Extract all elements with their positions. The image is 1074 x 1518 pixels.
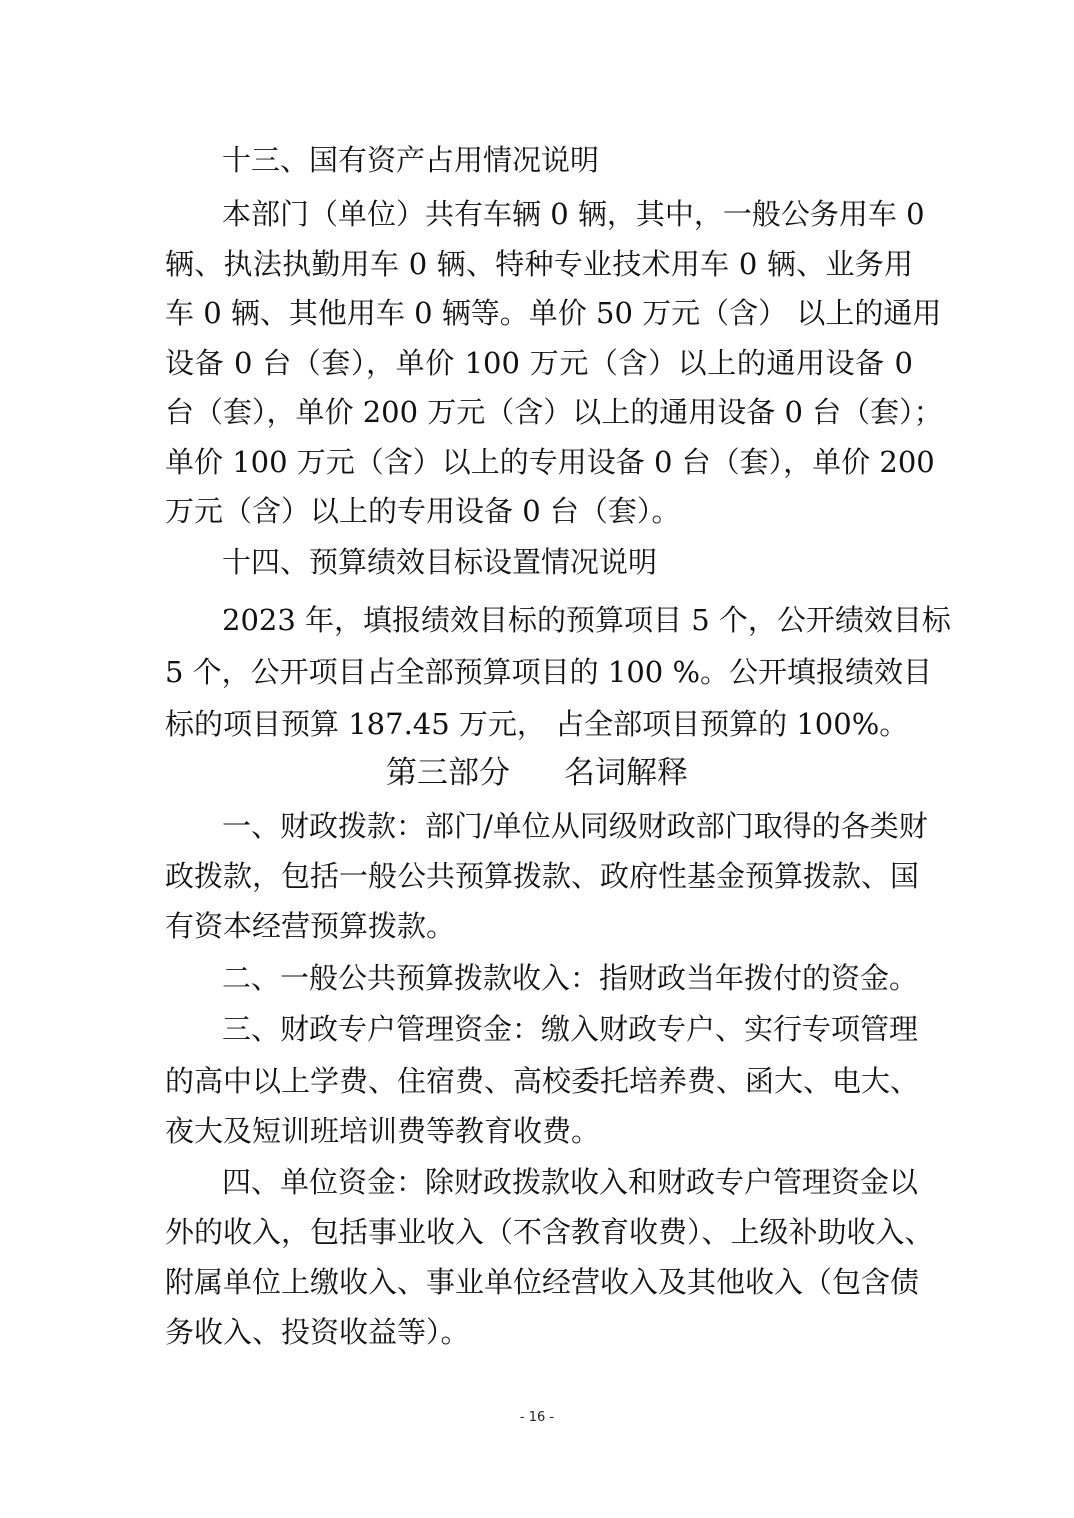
section-14-heading: 十四、预算绩效目标设置情况说明 <box>222 545 658 579</box>
paragraph-line: 标的项目预算 187.45 万元， 占全部项目预算的 100%。 <box>165 707 909 741</box>
term-4-line: 四、单位资金：除财政拨款收入和财政专户管理资金以 <box>222 1165 919 1199</box>
term-1-line: 有资本经营预算拨款。 <box>165 909 456 943</box>
term-1-line: 政拨款，包括一般公共预算拨款、政府性基金预算拨款、国 <box>165 859 920 893</box>
term-3-line: 三、财政专户管理资金：缴入财政专户、实行专项管理 <box>222 1012 919 1046</box>
paragraph-line: 车 0 辆、其他用车 0 辆等。单价 50 万元（含） 以上的通用 <box>165 296 942 330</box>
paragraph-line: 本部门（单位）共有车辆 0 辆，其中，一般公务用车 0 <box>222 197 925 231</box>
term-3-line: 的高中以上学费、住宿费、高校委托培养费、函大、电大、 <box>165 1064 920 1098</box>
term-4-line: 附属单位上缴收入、事业单位经营收入及其他收入（包含债 <box>165 1265 920 1299</box>
term-4-line: 务收入、投资收益等）。 <box>165 1315 470 1349</box>
part-3-title <box>0 754 1074 792</box>
section-13-heading: 十三、国有资产占用情况说明 <box>222 143 600 177</box>
term-1-line: 一、财政拨款：部门/单位从同级财政部门取得的各类财 <box>222 809 928 843</box>
paragraph-line: 万元（含）以上的专用设备 0 台（套）。 <box>165 494 681 528</box>
term-2-line: 二、一般公共预算拨款收入：指财政当年拨付的资金。 <box>222 961 919 995</box>
paragraph-line: 设备 0 台（套），单价 100 万元（含）以上的通用设备 0 <box>165 346 913 380</box>
paragraph-line: 辆、执法执勤用车 0 辆、特种专业技术用车 0 辆、业务用 <box>165 247 913 281</box>
paragraph-line: 单价 100 万元（含）以上的专用设备 0 台（套），单价 200 <box>165 445 935 479</box>
term-3-line: 夜大及短训班培训费等教育收费。 <box>165 1114 601 1148</box>
paragraph-line: 5 个，公开项目占全部预算项目的 100 %。公开填报绩效目 <box>165 655 933 689</box>
part-3-title-left: 第三部分 <box>386 755 510 791</box>
part-3-title-right: 名词解释 <box>564 755 688 791</box>
paragraph-line: 2023 年，填报绩效目标的预算项目 5 个，公开绩效目标 <box>222 603 951 637</box>
page-number: - 16 - <box>519 1410 555 1425</box>
term-4-line: 外的收入，包括事业收入（不含教育收费）、上级补助收入、 <box>165 1215 934 1249</box>
paragraph-line: 台（套），单价 200 万元（含）以上的通用设备 0 台（套）； <box>165 395 943 429</box>
